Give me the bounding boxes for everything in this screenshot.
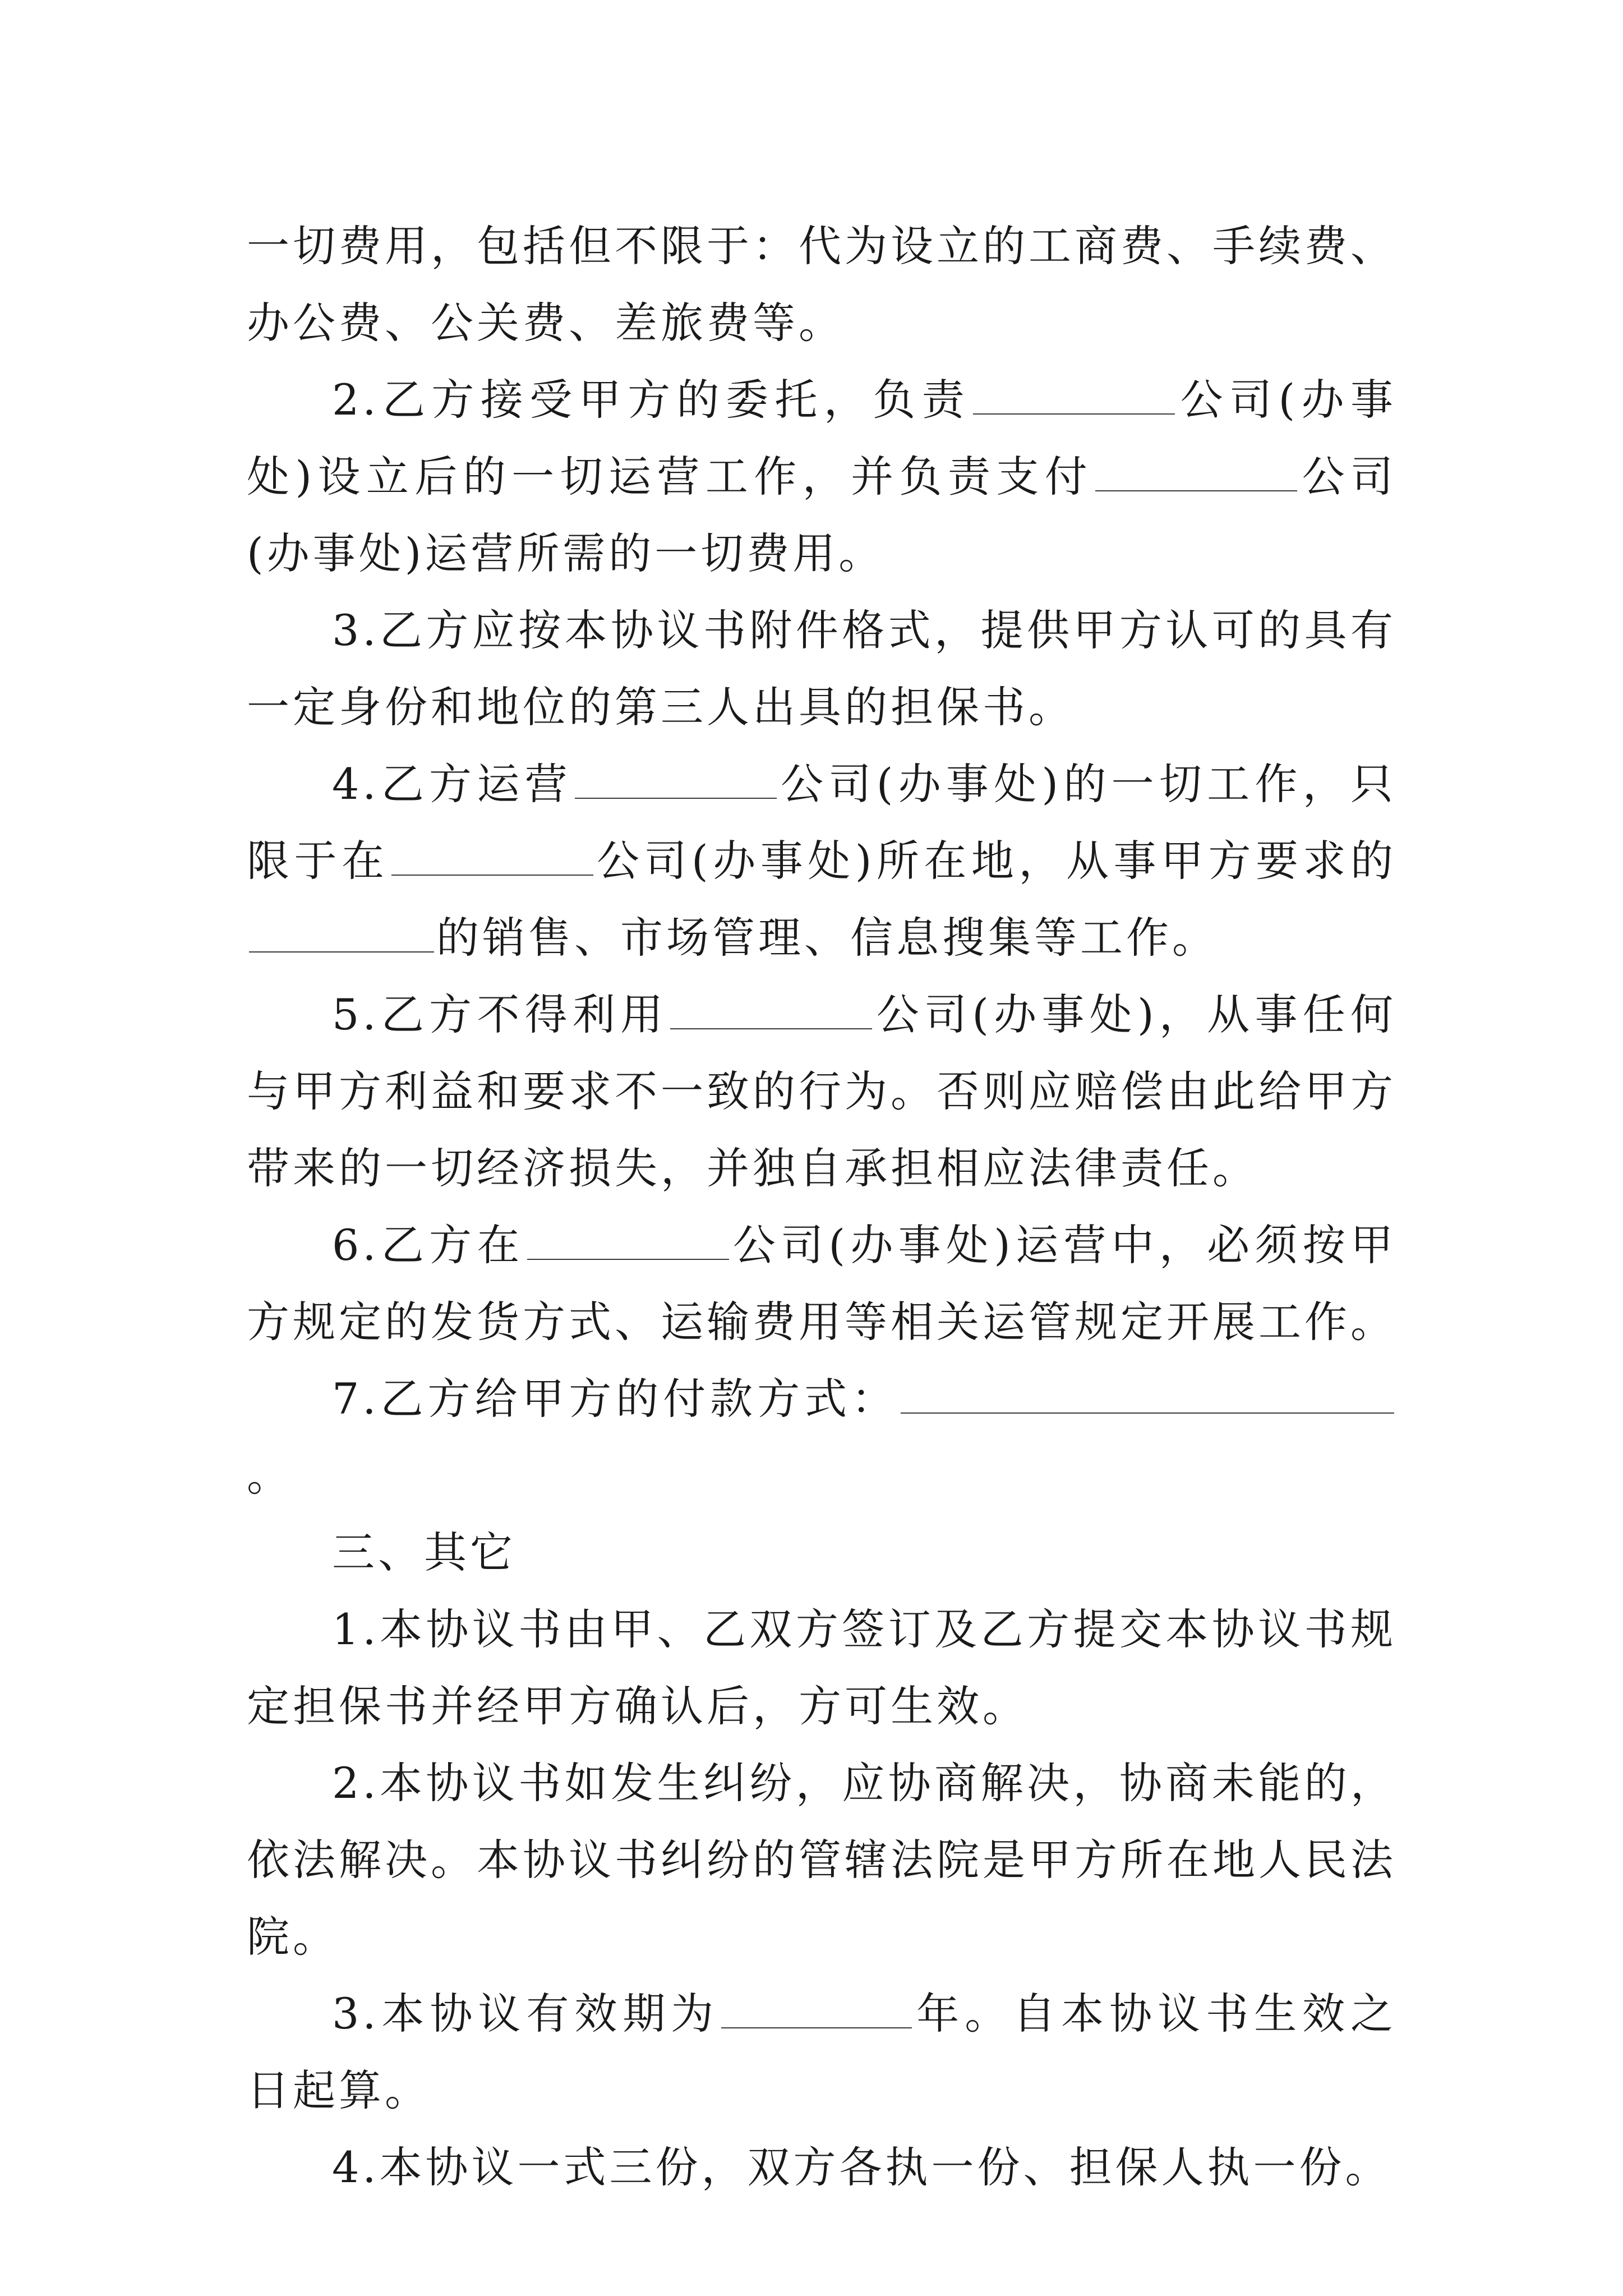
clause-text: 3.乙方应按本协议书附件格式，提供甲方认可的具有一定身份和地位的第三人出具的担保书。 bbox=[247, 605, 1396, 732]
clause-text: 7.乙方给甲方的付款方式： bbox=[332, 1374, 898, 1424]
clause-text: 公司(办事处)的一切工作，只限于在 bbox=[247, 759, 1396, 886]
clause-text: 4.本协议一式三份，双方各执一份、担保人执一份。 bbox=[332, 2142, 1391, 2192]
paragraph-text: 一切费用，包括但不限于：代为设立的工商费、手续费、办公费、公关费、差旅费等。 bbox=[247, 221, 1396, 348]
section-title: 三、其它 bbox=[332, 1527, 516, 1577]
clause-text: 公司(办事处)设立后的一切运营工作，并负责支付 bbox=[247, 375, 1396, 501]
clause-2-3 bbox=[247, 592, 1396, 746]
blank-field[interactable] bbox=[249, 915, 434, 953]
blank-field[interactable] bbox=[973, 378, 1175, 415]
clause-text: 5.乙方不得利用 bbox=[332, 990, 668, 1039]
document-body bbox=[247, 208, 1396, 2206]
clause-2-4 bbox=[247, 746, 1396, 976]
blank-field[interactable] bbox=[670, 992, 872, 1029]
clause-2-6 bbox=[247, 1207, 1396, 1360]
clause-text: 。 bbox=[247, 1451, 293, 1501]
clause-text: 公司(办事处)运营中，必须按甲方规定的发货方式、运输费用等相关运管规定开展工作。 bbox=[247, 1220, 1396, 1347]
clause-3-4 bbox=[247, 2129, 1396, 2206]
clause-text: 4.乙方运营 bbox=[332, 759, 573, 809]
clause-text: 2.乙方接受甲方的委托，负责 bbox=[332, 375, 971, 425]
clause-2-7 bbox=[247, 1360, 1396, 1514]
clause-text: 公司(办事处)所在地，从事甲方要求的 bbox=[595, 836, 1396, 886]
clause-3-2 bbox=[247, 1745, 1396, 1975]
clause-2-5 bbox=[247, 976, 1396, 1207]
blank-field[interactable] bbox=[527, 1223, 729, 1260]
clause-text: 1.本协议书由甲、乙双方签订及乙方提交本协议书规定担保书并经甲方确认后，方可生效。 bbox=[247, 1604, 1396, 1731]
clause-text: 6.乙方在 bbox=[332, 1220, 525, 1270]
clause-text: 公司(办事处)运营所需的一切费用。 bbox=[247, 452, 1397, 578]
clause-3-1 bbox=[247, 1591, 1396, 1745]
clause-text: 的销售、市场管理、信息搜集等工作。 bbox=[436, 913, 1218, 963]
blank-field[interactable] bbox=[901, 1377, 1394, 1414]
blank-field[interactable] bbox=[391, 839, 593, 876]
clause-2-2 bbox=[247, 361, 1396, 592]
clause-3-3 bbox=[247, 1975, 1396, 2129]
blank-field[interactable] bbox=[575, 762, 777, 799]
clause-text: 3.本协议有效期为 bbox=[332, 1989, 720, 2039]
clause-text: 2.本协议书如发生纠纷，应协商解决，协商未能的，依法解决。本协议书纠纷的管辖法院是甲方所在地人民法院。 bbox=[247, 1758, 1396, 1962]
blank-field[interactable] bbox=[1095, 454, 1297, 491]
clause-text: 公司(办事处)，从事任何与甲方利益和要求不一致的行为。否则应赔偿由此给甲方带来的一切经济损失，并独自承担相应法律责任。 bbox=[247, 990, 1396, 1193]
blank-field[interactable] bbox=[721, 1991, 912, 2028]
section-heading-other bbox=[247, 1514, 1396, 1591]
paragraph-expenses-continued bbox=[247, 208, 1396, 361]
clause-text: 年。自本协议书生效之日起算。 bbox=[247, 1989, 1397, 2115]
